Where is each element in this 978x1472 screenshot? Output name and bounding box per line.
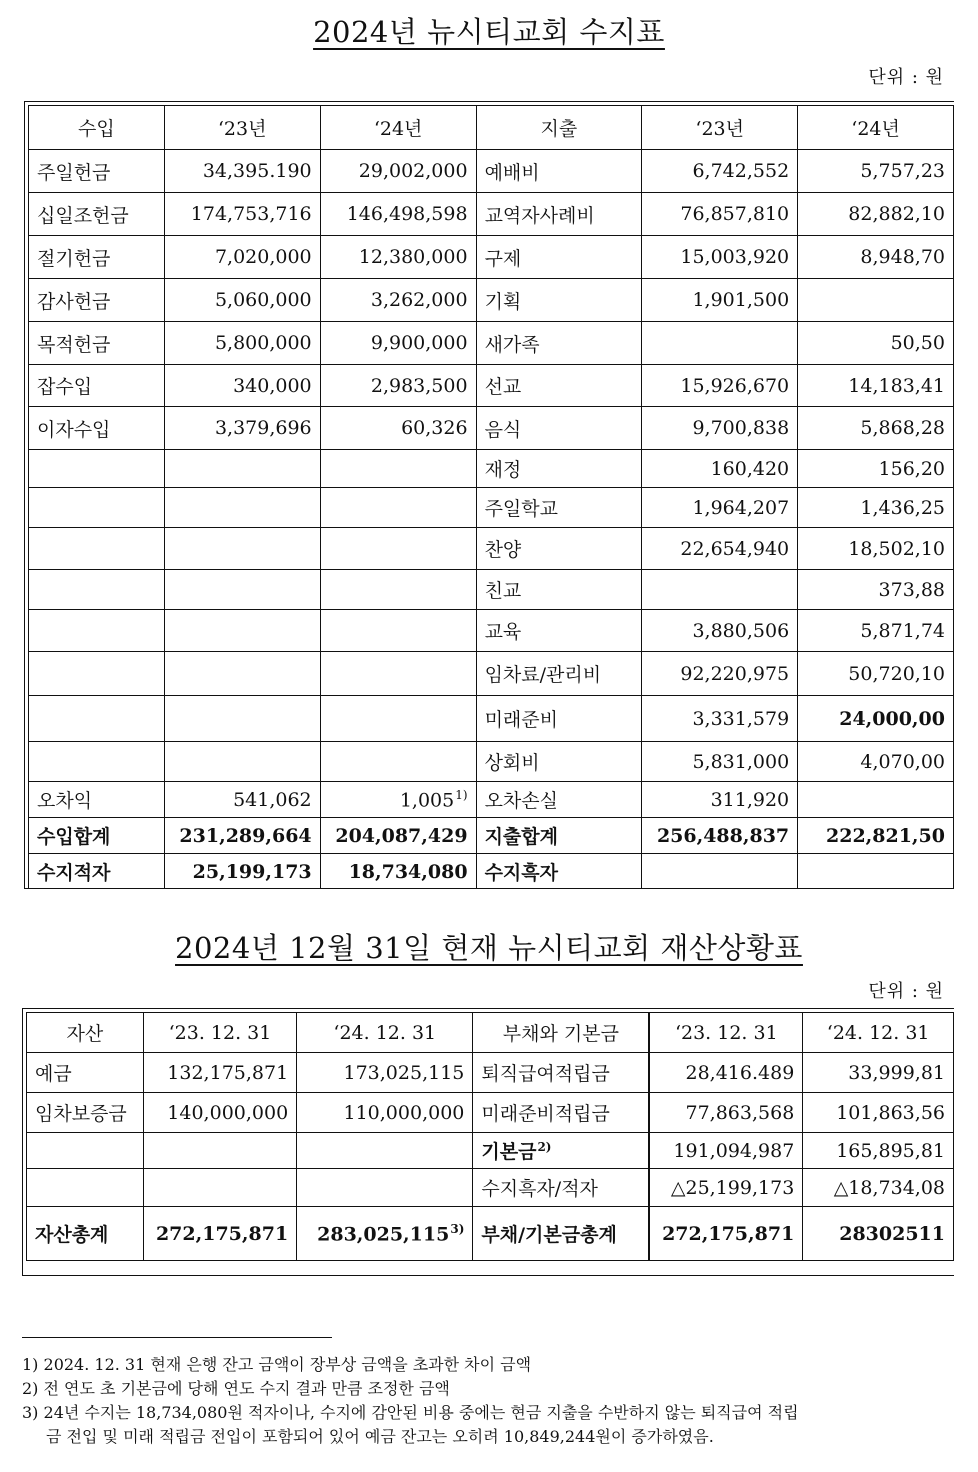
cell-text: 십일조헌금: [37, 204, 129, 227]
income-cell: [798, 407, 954, 450]
income-cell: [476, 193, 642, 236]
header-assets: 자산: [27, 1013, 144, 1053]
cell-text: 4,070,00: [860, 750, 945, 773]
income-cell: [476, 322, 642, 365]
balance-cell: [649, 1169, 802, 1207]
cell-text: 5,871,74: [860, 619, 945, 642]
cell-text: 수지흑자/적자: [481, 1178, 598, 1200]
footnote-1: 1) 2024. 12. 31 현재 은행 잔고 금액이 장부상 금액을 초과한 차이 금액: [22, 1355, 532, 1374]
cell-text: 감사헌금: [37, 290, 111, 313]
income-cell: [164, 279, 320, 322]
cell-text: 5,060,000: [214, 289, 312, 311]
income-cell: [320, 652, 476, 696]
income-cell: [164, 365, 320, 407]
cell-text: 146,498,598: [346, 203, 468, 225]
cell-text: 절기헌금: [37, 247, 111, 270]
total-cell: 18,734,080: [320, 854, 476, 890]
income-row: [29, 696, 954, 742]
cell-text: 15,003,920: [680, 246, 790, 268]
income-cell: [29, 610, 165, 652]
income-cell: [798, 782, 954, 818]
cell-text: 5,800,000: [214, 332, 312, 354]
income-cell: [29, 652, 165, 696]
total-cell: 지출합계: [476, 818, 642, 854]
cell-text: 주일학교: [484, 498, 558, 520]
balance-cell: [297, 1093, 473, 1133]
income-cell: [164, 696, 320, 742]
income-cell: [29, 570, 165, 610]
cell-text: 구제: [484, 247, 522, 270]
cell-text: 541,062: [233, 788, 312, 811]
total-cell: 204,087,429: [320, 818, 476, 854]
cell-text: 오차손실: [484, 790, 558, 812]
income-cell: [476, 236, 642, 279]
income-cell: [476, 696, 642, 742]
cell-text: 18,502,10: [848, 537, 945, 560]
income-cell: [320, 322, 476, 365]
total-cell: 256,488,837: [642, 818, 798, 854]
cell-text: 예금: [35, 1063, 72, 1085]
income-cell: [642, 742, 798, 782]
income-cell: [798, 570, 954, 610]
income-cell: [164, 322, 320, 365]
income-cell: [320, 782, 476, 818]
footnote-ref-3: 3): [450, 1221, 465, 1236]
balance-cell: [473, 1053, 649, 1093]
income-title: 2024년 뉴시티교회 수지표: [313, 15, 665, 49]
income-cell: [476, 279, 642, 322]
cell-text: 6,742,552: [692, 160, 790, 182]
balance-cell: [297, 1169, 473, 1207]
income-cell: [642, 782, 798, 818]
balance-cell: [473, 1093, 649, 1133]
balance-cell: [27, 1133, 144, 1169]
cell-text: 28,416.489: [685, 1061, 795, 1084]
income-cell: [29, 407, 165, 450]
total-cell: 수지흑자: [476, 854, 642, 890]
income-cell: [164, 193, 320, 236]
income-row: [29, 488, 954, 528]
cell-text: 92,220,975: [680, 662, 790, 685]
cell-text: 60,326: [401, 417, 468, 439]
cell-text: 9,900,000: [370, 332, 468, 354]
income-cell: [642, 450, 798, 488]
income-row: [29, 570, 954, 610]
income-cell: [798, 236, 954, 279]
income-cell: [642, 610, 798, 652]
cell-text: 160,420: [710, 457, 790, 480]
cell-text: 임차료/관리비: [484, 664, 602, 686]
income-cell: [320, 528, 476, 570]
cell-text: 새가족: [484, 333, 540, 356]
income-cell: [642, 407, 798, 450]
income-cell: [642, 322, 798, 365]
income-cell: [476, 150, 642, 193]
income-cell: [476, 652, 642, 696]
income-cell: [320, 570, 476, 610]
income-total-row: [29, 818, 954, 854]
cell-text: 기본금: [481, 1141, 537, 1163]
footnote-divider: [22, 1337, 332, 1338]
cell-text: 15,926,670: [680, 374, 790, 397]
total-cell: [798, 854, 954, 890]
income-row: [29, 193, 954, 236]
cell-text: 퇴직급여적립금: [481, 1063, 610, 1085]
cell-text: 82,882,10: [848, 203, 945, 225]
footnotes: [22, 1353, 799, 1449]
cell-text: 임차보증금: [35, 1103, 127, 1125]
header-liabilities-24: ‘24. 12. 31: [803, 1013, 954, 1053]
total-cell: [642, 854, 798, 890]
income-cell: [164, 150, 320, 193]
balance-cell: [803, 1053, 954, 1093]
cell-text: 24,000,00: [839, 707, 945, 730]
cell-text: 1,005: [399, 789, 455, 812]
income-cell: [642, 193, 798, 236]
income-cell: [164, 782, 320, 818]
income-cell: [29, 365, 165, 407]
cell-text: 2,983,500: [370, 374, 468, 397]
cell-text: 잡수입: [37, 376, 93, 398]
total-cell: 222,821,50: [798, 818, 954, 854]
income-cell: [29, 528, 165, 570]
cell-text: 선교: [484, 376, 522, 398]
unit-label-income: 단위 : 원: [868, 67, 944, 88]
income-cell: [320, 193, 476, 236]
income-cell: [642, 652, 798, 696]
cell-text: 283,025,115: [317, 1223, 450, 1246]
header-liabilities-23: ‘23. 12. 31: [649, 1013, 802, 1053]
balance-total-row: [27, 1207, 954, 1261]
income-cell: [320, 450, 476, 488]
income-cell: [164, 450, 320, 488]
income-cell: [798, 322, 954, 365]
income-cell: [164, 236, 320, 279]
cell-text: 재정: [484, 459, 522, 481]
header-income: 수입: [29, 106, 165, 150]
balance-sheet-table: [26, 1012, 954, 1261]
header-income-24: ‘24년: [320, 106, 476, 150]
cell-text: 이자수입: [37, 418, 111, 441]
cell-text: 29,002,000: [358, 160, 468, 182]
cell-text: 찬양: [484, 539, 522, 561]
income-cell: [476, 610, 642, 652]
footnote-2: 2) 전 연도 초 기본금에 당해 연도 수지 결과 만큼 조정한 금액: [22, 1379, 450, 1398]
income-cell: [29, 193, 165, 236]
footnote-ref-1: 1): [455, 787, 468, 802]
balance-cell: [649, 1133, 802, 1169]
income-cell: [642, 528, 798, 570]
cell-text: 156,20: [878, 457, 945, 480]
cell-text: 8,948,70: [860, 246, 945, 268]
cell-text: 28302511: [839, 1222, 945, 1245]
income-cell: [476, 488, 642, 528]
cell-text: 미래준비적립금: [481, 1103, 610, 1125]
income-cell: [29, 696, 165, 742]
cell-text: 101,863,56: [836, 1101, 945, 1124]
income-cell: [320, 407, 476, 450]
cell-text: 34,395.190: [202, 160, 312, 182]
balance-cell: [803, 1133, 954, 1169]
total-cell: 수지적자: [29, 854, 165, 890]
income-cell: [642, 150, 798, 193]
income-cell: [29, 150, 165, 193]
cell-text: 5,831,000: [692, 750, 790, 773]
header-liabilities: 부채와 기본금: [473, 1013, 649, 1053]
income-cell: [476, 365, 642, 407]
cell-text: 주일헌금: [37, 161, 111, 184]
income-cell: [798, 150, 954, 193]
balance-total-cell: [649, 1207, 802, 1261]
balance-cell: [473, 1133, 649, 1169]
income-cell: [29, 782, 165, 818]
cell-text: 33,999,81: [848, 1061, 945, 1084]
balance-total-cell: [803, 1207, 954, 1261]
cell-text: 교역자사례비: [484, 204, 595, 227]
balance-cell: [649, 1053, 802, 1093]
balance-row: [27, 1133, 954, 1169]
income-cell: [320, 279, 476, 322]
cell-text: 173,025,115: [343, 1061, 465, 1084]
header-income-23: ‘23년: [164, 106, 320, 150]
balance-row: [27, 1169, 954, 1207]
total-cell: 231,289,664: [164, 818, 320, 854]
income-expense-table: [28, 105, 954, 889]
balance-cell: [27, 1169, 144, 1207]
balance-cell: [143, 1133, 296, 1169]
cell-text: 77,863,568: [685, 1101, 795, 1124]
income-row: [29, 742, 954, 782]
income-cell: [164, 528, 320, 570]
balance-cell: [803, 1169, 954, 1207]
income-row: [29, 150, 954, 193]
income-row: [29, 322, 954, 365]
income-cell: [320, 610, 476, 652]
cell-text: 373,88: [878, 578, 945, 601]
income-cell: [164, 610, 320, 652]
income-cell: [798, 365, 954, 407]
cell-text: 1,901,500: [692, 289, 790, 311]
cell-text: 110,000,000: [343, 1101, 465, 1124]
income-cell: [798, 279, 954, 322]
cell-text: 165,895,81: [836, 1139, 945, 1162]
income-cell: [320, 488, 476, 528]
balance-cell: [803, 1093, 954, 1133]
balance-title: 2024년 12월 31일 현재 뉴시티교회 재산상황표: [175, 931, 803, 965]
income-cell: [320, 742, 476, 782]
cell-text: 교육: [484, 621, 522, 643]
balance-total-cell: [297, 1207, 473, 1261]
cell-text: 예배비: [484, 161, 540, 184]
cell-text: 자산총계: [35, 1224, 109, 1246]
cell-text: 311,920: [710, 788, 790, 811]
income-cell: [29, 488, 165, 528]
cell-text: 3,262,000: [370, 289, 468, 311]
income-cell: [798, 450, 954, 488]
income-row: [29, 528, 954, 570]
income-cell: [476, 407, 642, 450]
income-header-row: [29, 106, 954, 150]
income-cell: [798, 742, 954, 782]
cell-text: 140,000,000: [167, 1101, 289, 1124]
income-cell: [320, 696, 476, 742]
cell-text: 목적헌금: [37, 333, 111, 356]
balance-table-frame: [22, 1008, 954, 1276]
cell-text: 340,000: [233, 374, 312, 397]
cell-text: 오차익: [37, 790, 93, 812]
income-row: [29, 279, 954, 322]
balance-cell: [143, 1093, 296, 1133]
balance-total-cell: [143, 1207, 296, 1261]
cell-text: 1,964,207: [692, 496, 790, 519]
cell-text: 기획: [484, 290, 522, 313]
income-cell: [476, 450, 642, 488]
income-cell: [164, 652, 320, 696]
balance-cell: [473, 1169, 649, 1207]
balance-row: [27, 1093, 954, 1133]
income-cell: [476, 742, 642, 782]
balance-cell: [143, 1053, 296, 1093]
income-cell: [642, 236, 798, 279]
cell-text: 3,880,506: [692, 619, 790, 642]
header-assets-24: ‘24. 12. 31: [297, 1013, 473, 1053]
income-row: [29, 652, 954, 696]
cell-text: 50,50: [890, 332, 945, 354]
cell-text: 5,757,23: [860, 160, 945, 182]
cell-text: 76,857,810: [680, 203, 790, 225]
income-cell: [320, 236, 476, 279]
income-cell: [642, 488, 798, 528]
cell-text: △25,199,173: [670, 1176, 795, 1199]
cell-text: 14,183,41: [848, 374, 945, 397]
income-cell: [476, 528, 642, 570]
footnote-ref-2: 2): [537, 1139, 552, 1154]
footnote-3: 3) 24년 수지는 18,734,080원 적자이나, 수지에 감안된 비용 중에는 현금 지출을 수반하지 않는 퇴직급여 적립: [22, 1403, 799, 1422]
income-cell: [642, 279, 798, 322]
income-cell: [164, 570, 320, 610]
income-row: [29, 450, 954, 488]
income-total-row: [29, 854, 954, 890]
income-row: [29, 782, 954, 818]
income-cell: [320, 150, 476, 193]
income-cell: [164, 407, 320, 450]
balance-cell: [143, 1169, 296, 1207]
income-cell: [798, 652, 954, 696]
income-cell: [798, 610, 954, 652]
income-cell: [798, 193, 954, 236]
income-cell: [164, 742, 320, 782]
footnote-3-continued: 금 전입 및 미래 적립금 전입이 포함되어 있어 예금 잔고는 오히려 10,849,244원이 증가하였음.: [46, 1427, 714, 1446]
cell-text: 부채/기본금총계: [481, 1224, 617, 1246]
cell-text: 3,331,579: [692, 707, 790, 730]
income-cell: [798, 488, 954, 528]
cell-text: 미래준비: [484, 709, 558, 731]
cell-text: 상회비: [484, 752, 540, 774]
cell-text: 272,175,871: [662, 1222, 795, 1245]
income-cell: [476, 570, 642, 610]
income-cell: [642, 570, 798, 610]
income-row: [29, 407, 954, 450]
cell-text: 3,379,696: [214, 417, 312, 439]
income-cell: [29, 450, 165, 488]
income-row: [29, 365, 954, 407]
cell-text: 1,436,25: [860, 496, 945, 519]
income-cell: [798, 696, 954, 742]
balance-cell: [27, 1093, 144, 1133]
cell-text: 132,175,871: [167, 1061, 289, 1084]
total-cell: 25,199,173: [164, 854, 320, 890]
cell-text: 22,654,940: [680, 537, 790, 560]
income-cell: [29, 322, 165, 365]
cell-text: 174,753,716: [190, 203, 312, 225]
income-cell: [320, 365, 476, 407]
cell-text: 191,094,987: [673, 1139, 795, 1162]
balance-cell: [297, 1133, 473, 1169]
income-row: [29, 610, 954, 652]
total-cell: 수입합계: [29, 818, 165, 854]
income-cell: [29, 742, 165, 782]
income-expense-table-frame: [24, 101, 954, 889]
balance-cell: [27, 1053, 144, 1093]
header-expense: 지출: [476, 106, 642, 150]
income-cell: [642, 365, 798, 407]
cell-text: 9,700,838: [692, 417, 790, 439]
income-cell: [29, 279, 165, 322]
cell-text: △18,734,08: [833, 1176, 945, 1199]
cell-text: 50,720,10: [848, 662, 945, 685]
cell-text: 272,175,871: [155, 1222, 289, 1245]
header-assets-23: ‘23. 12. 31: [143, 1013, 296, 1053]
income-cell: [798, 528, 954, 570]
balance-cell: [297, 1053, 473, 1093]
unit-label-balance: 단위 : 원: [868, 981, 944, 1002]
balance-header-row: [27, 1013, 954, 1053]
balance-total-cell: [27, 1207, 144, 1261]
balance-total-cell: [473, 1207, 649, 1261]
income-cell: [642, 696, 798, 742]
header-expense-23: ‘23년: [642, 106, 798, 150]
income-cell: [476, 782, 642, 818]
header-expense-24: ‘24년: [798, 106, 954, 150]
cell-text: 7,020,000: [214, 246, 312, 268]
balance-cell: [649, 1093, 802, 1133]
income-cell: [164, 488, 320, 528]
cell-text: 친교: [484, 580, 522, 602]
income-row: [29, 236, 954, 279]
balance-row: [27, 1053, 954, 1093]
cell-text: 5,868,28: [860, 417, 945, 439]
income-cell: [29, 236, 165, 279]
cell-text: 12,380,000: [358, 246, 468, 268]
cell-text: 음식: [484, 418, 522, 441]
